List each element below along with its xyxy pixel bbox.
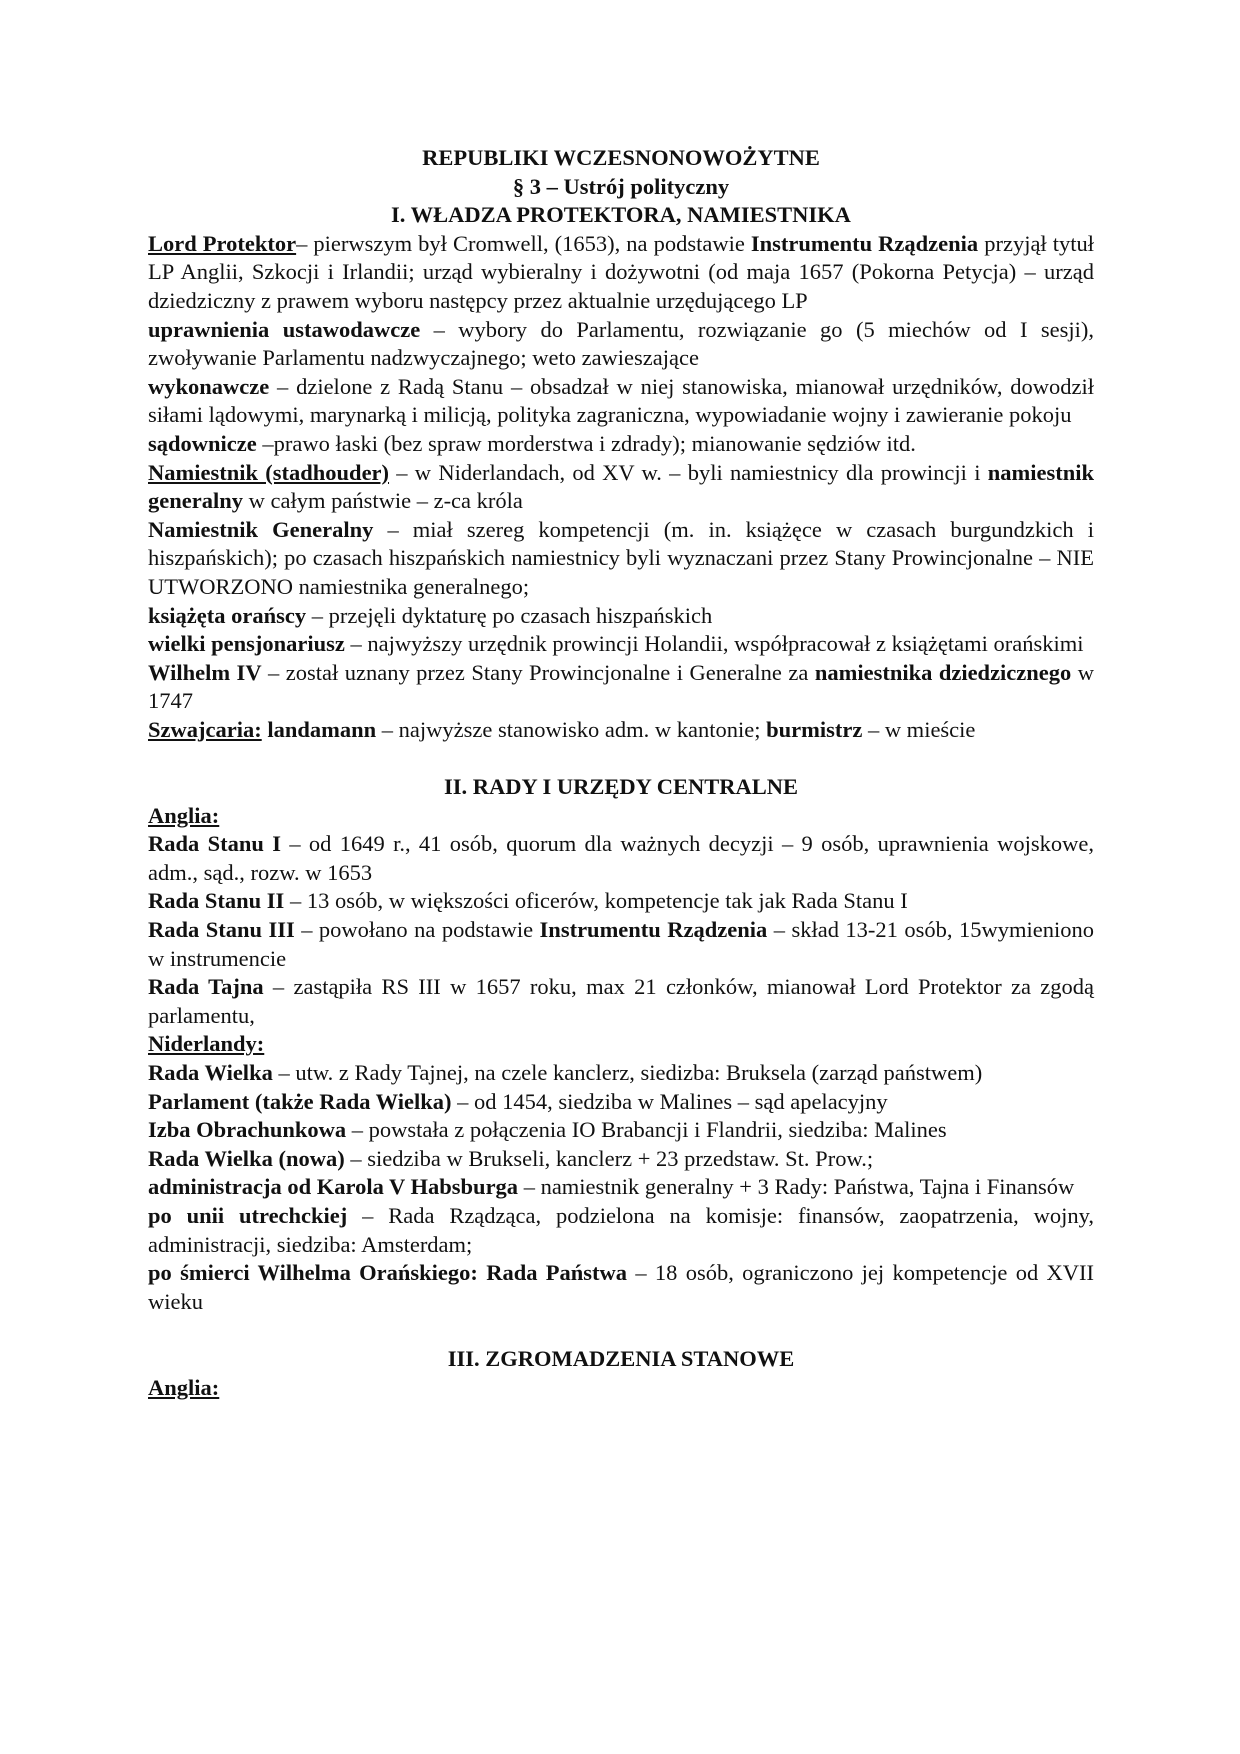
paragraph-namiestnik-generalny: Namiestnik Generalny – miał szereg kompetencji (m. in. książęce w czasach burgundzkich i hiszpańskich); po czasach hiszpańskich namiestnicy byli wyznaczani przez Stany Prowincjonalne – NIE UTWORZONO namiestnika generalnego; (148, 516, 1094, 599)
paragraph-rada-stanu-2: Rada Stanu II – 13 osób, w większości oficerów, kompetencje tak jak Rada Stanu I (148, 888, 908, 914)
document-subtitle: § 3 – Ustrój polityczny (512, 173, 730, 199)
subheading-anglia: Anglia: (148, 802, 220, 828)
paragraph-szwajcaria: Szwajcaria: landamann – najwyższe stanowisko adm. w kantonie; burmistrz – w mieście (148, 716, 976, 742)
subheading-anglia-2: Anglia: (148, 1374, 220, 1400)
document-page (148, 144, 1094, 1402)
spacer (148, 744, 1094, 773)
paragraph-administracja: administracja od Karola V Habsburga – namiestnik generalny + 3 Rady: Państwa, Tajna i Finansów (148, 1174, 1075, 1200)
paragraph-izba-obrachunkowa: Izba Obrachunkowa – powstała z połączenia IO Brabancji i Flandrii, siedziba: Malines (148, 1117, 947, 1143)
paragraph-namiestnik: Namiestnik (stadhouder) – w Niderlandach, od XV w. – byli namiestnicy dla prowincji i namiestnik generalny w całym państwie – z-ca króla (148, 459, 1094, 514)
document-title: REPUBLIKI WCZESNONOWOŻYTNE (422, 145, 820, 170)
paragraph-pensjonariusz: wielki pensjonariusz – najwyższy urzędnik prowincji Holandii, współpracował z książętami orańskimi (148, 631, 1084, 657)
paragraph-rada-tajna: Rada Tajna – zastąpiła RS III w 1657 roku, max 21 członków, mianował Lord Protektor za zgodą parlamentu, (148, 974, 1094, 1028)
paragraph-lord-protektor: Lord Protektor– pierwszym był Cromwell, (1653), na podstawie Instrumentu Rządzenia przyjął tytuł LP Anglii, Szkocji i Irlandii; urząd wybieralny i dożywotni (od maja 1657 (Pokorna Petycja) – urząd dziedziczny z prawem wyboru następcy przez aktualnie urzędującego LP (148, 230, 1094, 313)
subheading-niderlandy: Niderlandy: (148, 1031, 265, 1057)
spacer (148, 1316, 1094, 1345)
paragraph-rada-wielka: Rada Wielka – utw. z Rady Tajnej, na czele kanclerz, siedizba: Bruksela (zarząd państwem) (148, 1060, 983, 1085)
section-heading-2: II. RADY I URZĘDY CENTRALNE (443, 774, 798, 800)
paragraph-ksiazeta: książęta orańscy – przejęli dyktaturę po czasach hiszpańskich (148, 602, 713, 628)
paragraph-parlament: Parlament (także Rada Wielka) – od 1454, siedziba w Malines – sąd apelacyjny (148, 1088, 888, 1114)
paragraph-wilhelm: Wilhelm IV – został uznany przez Stany Prowincjonalne i Generalne za namiestnika dziedzicznego w 1747 (148, 659, 1095, 714)
paragraph-rada-stanu-1: Rada Stanu I – od 1649 r., 41 osób, quorum dla ważnych decyzji – 9 osób, uprawnienia wojskowe, adm., sąd., rozw. w 1653 (148, 831, 1094, 885)
section-heading-1: I. WŁADZA PROTEKTORA, NAMIESTNIKA (391, 202, 851, 228)
paragraph-wykonawcze: wykonawcze – dzielone z Radą Stanu – obsadzał w niej stanowiska, mianował urzędników, dowodził siłami lądowymi, marynarką i milicją, polityka zagraniczna, wypowiadanie wojny i zawieranie pokoju (148, 373, 1094, 428)
paragraph-ustawodawcze: uprawnienia ustawodawcze – wybory do Parlamentu, rozwiązanie go (5 miechów od I sesji), zwoływanie Parlamentu nadzwyczajnego; weto zawieszające (148, 316, 1095, 371)
paragraph-rada-wielka-nowa: Rada Wielka (nowa) – siedziba w Brukseli, kanclerz + 23 przedstaw. St. Prow.; (148, 1145, 874, 1171)
paragraph-sadownicze: sądownicze –prawo łaski (bez spraw morderstwa i zdrady); mianowanie sędziów itd. (148, 430, 916, 456)
paragraph-unia-utrechcka: po unii utrechckiej – Rada Rządząca, podzielona na komisje: finansów, zaopatrzenia, wojny, administracji, siedziba: Amsterdam; (148, 1202, 1094, 1257)
paragraph-rada-panstwa: po śmierci Wilhelma Orańskiego: Rada Państwa – 18 osób, ograniczono jej kompetencje od XVII wieku (148, 1260, 1094, 1314)
paragraph-rada-stanu-3: Rada Stanu III – powołano na podstawie Instrumentu Rządzenia – skład 13-21 osób, 15wymieniono w instrumencie (148, 917, 1094, 971)
section-heading-3: III. ZGROMADZENIA STANOWE (447, 1345, 795, 1371)
